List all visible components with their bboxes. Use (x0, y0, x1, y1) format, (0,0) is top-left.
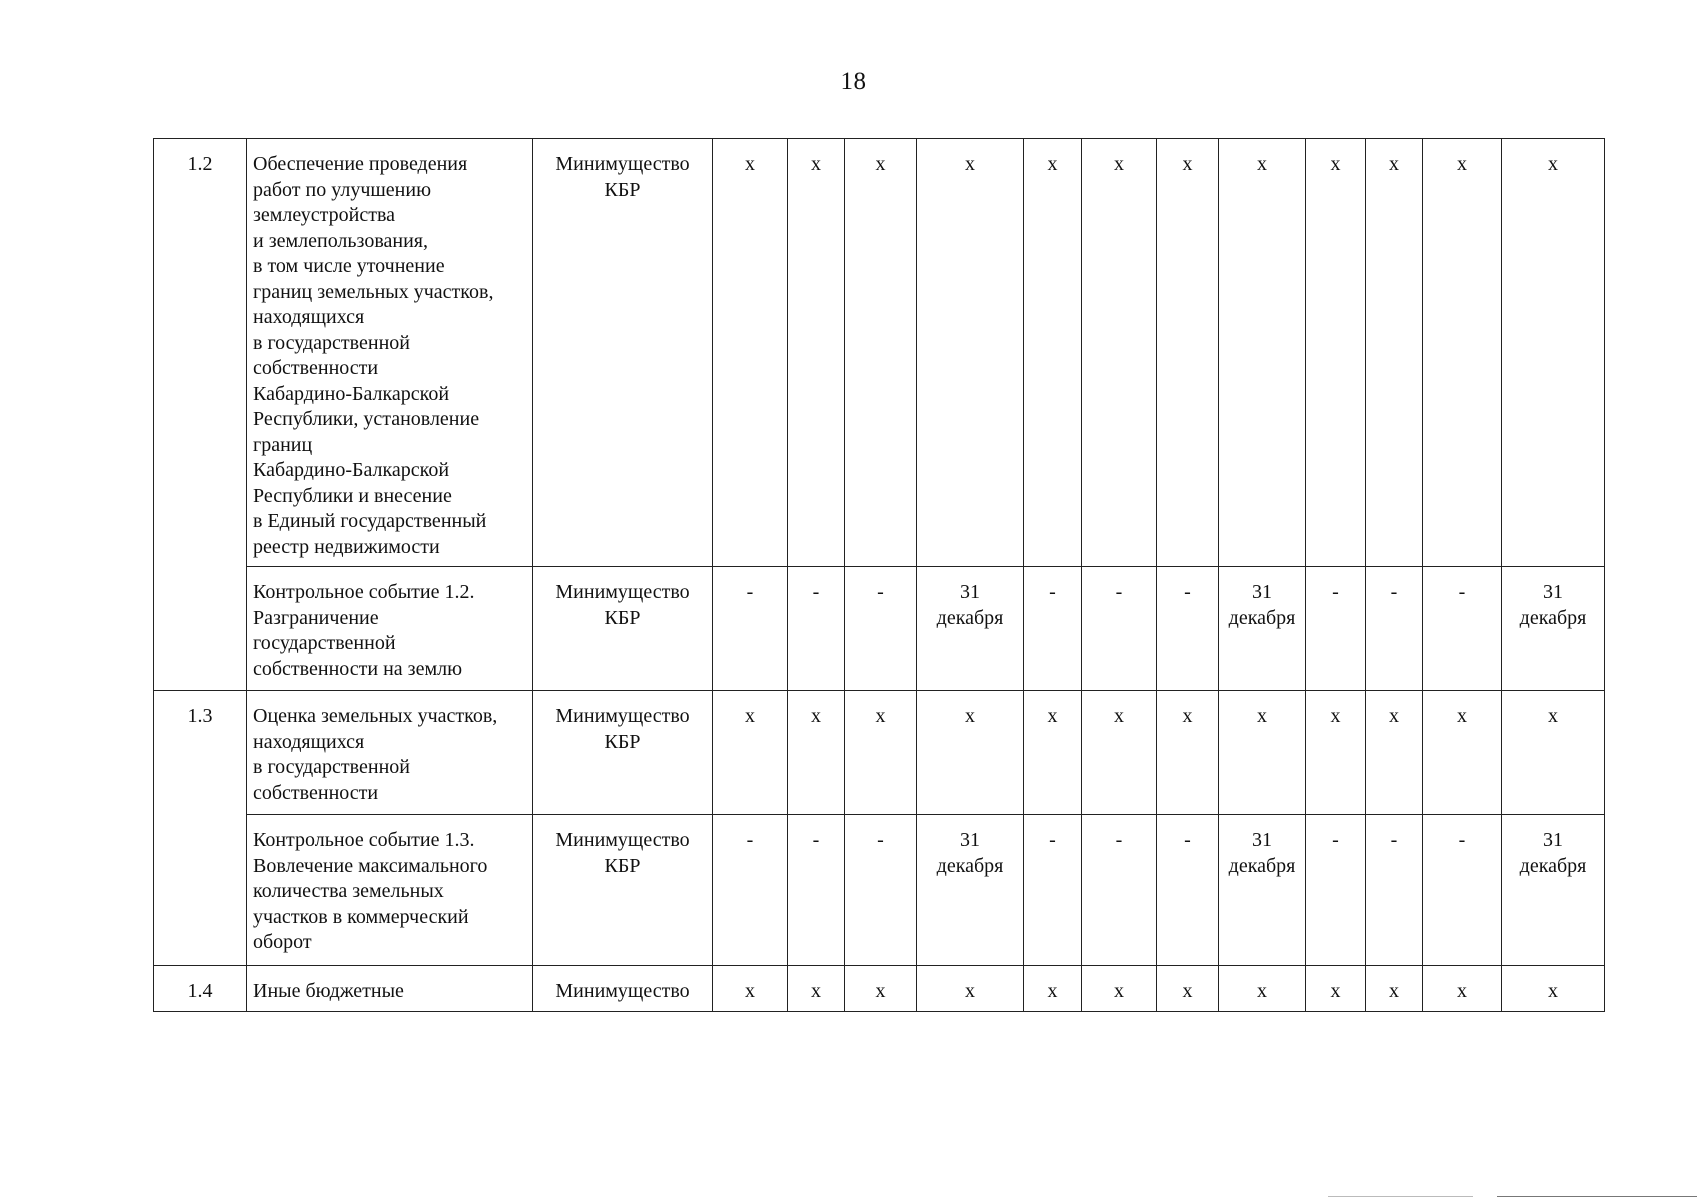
schedule-mark-cell: - (713, 815, 788, 966)
schedule-mark-cell: х (788, 966, 845, 1012)
schedule-mark-cell: х (1502, 966, 1605, 1012)
table-row (154, 567, 1605, 691)
schedule-mark-cell: х (713, 966, 788, 1012)
schedule-mark-cell: х (845, 966, 917, 1012)
schedule-mark-cell: - (713, 567, 788, 691)
table-row (154, 139, 1605, 567)
schedule-mark-cell: х (713, 139, 788, 567)
schedule-mark-cell: 31 декабря (1502, 815, 1605, 966)
schedule-mark-cell: - (1157, 567, 1219, 691)
schedule-mark-cell: х (1082, 966, 1157, 1012)
responsible-executor-cell: Минимущество (533, 966, 713, 1012)
schedule-mark-cell: х (917, 139, 1024, 567)
schedule-mark-cell: - (1366, 815, 1423, 966)
schedule-mark-cell: х (1024, 691, 1082, 815)
schedule-mark-cell: 31 декабря (917, 815, 1024, 966)
schedule-mark-cell: х (1502, 691, 1605, 815)
responsible-executor-cell: Минимущество КБР (533, 815, 713, 966)
schedule-mark-cell: х (1219, 139, 1306, 567)
schedule-mark-cell: х (788, 691, 845, 815)
table-row (154, 815, 1605, 966)
schedule-mark-cell: х (1024, 966, 1082, 1012)
schedule-mark-cell: х (1502, 139, 1605, 567)
schedule-mark-cell: х (1423, 966, 1502, 1012)
schedule-mark-cell: - (1157, 815, 1219, 966)
schedule-mark-cell: - (1306, 567, 1366, 691)
schedule-mark-cell: х (713, 691, 788, 815)
schedule-mark-cell: х (1157, 966, 1219, 1012)
scan-artifact-line (1497, 1196, 1697, 1197)
schedule-mark-cell: - (1366, 567, 1423, 691)
schedule-mark-cell: - (1082, 567, 1157, 691)
schedule-mark-cell: х (1157, 691, 1219, 815)
responsible-executor-cell: Минимущество КБР (533, 139, 713, 567)
row-number-cell: 1.3 (154, 691, 247, 966)
row-number-cell: 1.2 (154, 139, 247, 691)
schedule-mark-cell: - (845, 815, 917, 966)
schedule-mark-cell: х (1306, 139, 1366, 567)
schedule-mark-cell: х (1219, 966, 1306, 1012)
schedule-table (153, 138, 1605, 1012)
table-row (154, 966, 1605, 1012)
schedule-mark-cell: х (845, 139, 917, 567)
schedule-mark-cell: х (917, 691, 1024, 815)
responsible-executor-cell: Минимущество КБР (533, 567, 713, 691)
schedule-mark-cell: х (1423, 691, 1502, 815)
schedule-mark-cell: х (1366, 139, 1423, 567)
schedule-mark-cell: - (845, 567, 917, 691)
activity-name-cell: Обеспечение проведения работ по улучшению землеустройства и землепользования, в том числе уточнение границ земельных участков, находящихся в государственной собственности Кабардино-Балкарской Республики, установление границ Кабардино-Балкарской Республики и внесение в Единый государственный реестр недвижимости (247, 139, 533, 567)
schedule-mark-cell: х (917, 966, 1024, 1012)
schedule-mark-cell: - (1082, 815, 1157, 966)
schedule-mark-cell: х (1306, 691, 1366, 815)
schedule-mark-cell: - (1024, 567, 1082, 691)
schedule-mark-cell: 31 декабря (1219, 567, 1306, 691)
schedule-mark-cell: х (1157, 139, 1219, 567)
schedule-mark-cell: - (1423, 567, 1502, 691)
schedule-mark-cell: - (788, 567, 845, 691)
activity-name-cell: Оценка земельных участков, находящихся в государственной собственности (247, 691, 533, 815)
schedule-mark-cell: х (1366, 691, 1423, 815)
schedule-mark-cell: х (1082, 139, 1157, 567)
schedule-mark-cell: х (1423, 139, 1502, 567)
schedule-mark-cell: х (1219, 691, 1306, 815)
schedule-mark-cell: х (1082, 691, 1157, 815)
page-number: 18 (840, 68, 867, 95)
schedule-mark-cell: х (845, 691, 917, 815)
schedule-mark-cell: - (1423, 815, 1502, 966)
schedule-mark-cell: х (1366, 966, 1423, 1012)
schedule-mark-cell: - (788, 815, 845, 966)
schedule-mark-cell: х (1024, 139, 1082, 567)
row-number-cell: 1.4 (154, 966, 247, 1012)
activity-name-cell: Иные бюджетные (247, 966, 533, 1012)
schedule-mark-cell: х (1306, 966, 1366, 1012)
responsible-executor-cell: Минимущество КБР (533, 691, 713, 815)
activity-name-cell: Контрольное событие 1.3. Вовлечение максимального количества земельных участков в коммерческий оборот (247, 815, 533, 966)
schedule-mark-cell: 31 декабря (1502, 567, 1605, 691)
scan-artifact-line (1328, 1196, 1473, 1197)
schedule-mark-cell: - (1306, 815, 1366, 966)
schedule-mark-cell: 31 декабря (917, 567, 1024, 691)
table-row (154, 691, 1605, 815)
schedule-mark-cell: х (788, 139, 845, 567)
schedule-mark-cell: 31 декабря (1219, 815, 1306, 966)
activity-name-cell: Контрольное событие 1.2. Разграничение государственной собственности на землю (247, 567, 533, 691)
schedule-mark-cell: - (1024, 815, 1082, 966)
